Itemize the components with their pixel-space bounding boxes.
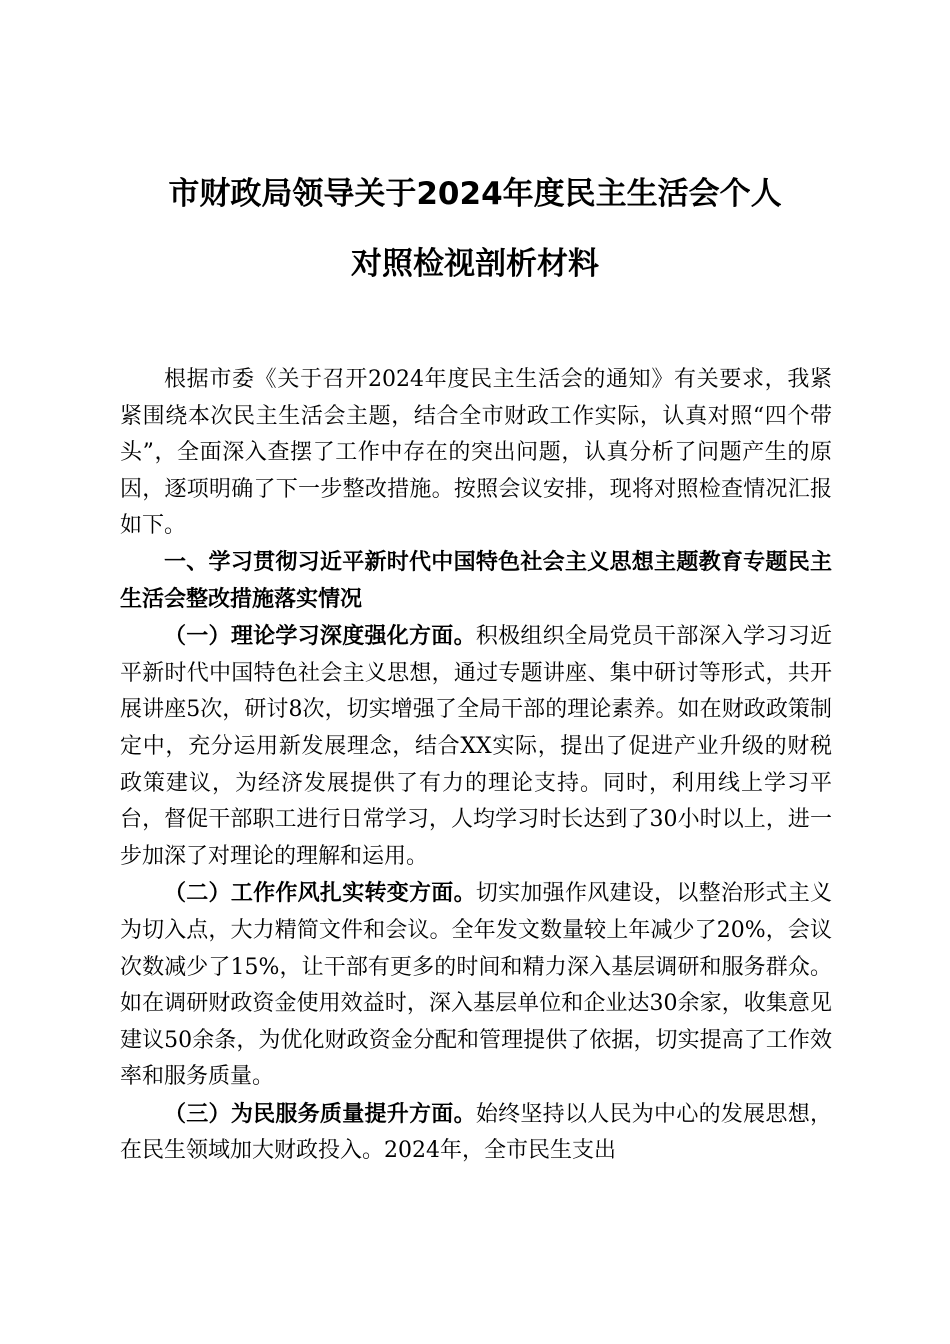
document-body	[120, 362, 832, 1170]
subsection-3-text: 始终坚持以人民为中心的发展思想，在民生领域加大财政投入。2024年，全市民生支出	[120, 1101, 832, 1164]
subsection-2-text: 切实加强作风建设，以整治形式主义为切入点，大力精简文件和会议。全年发文数量较上年减少了20%，会议次数减少了15%，让干部有更多的时间和精力深入基层调研和服务群众。如在调研财政资金使用效益时，深入基层单位和企业达30余家，收集意见建议50余条，为优化财政资金分配和管理提供了依据，切实提高了工作效率和服务质量。	[120, 881, 832, 1090]
document-title-line-2: 对照检视剖析材料	[351, 246, 599, 282]
subsection-3-paragraph	[120, 1096, 832, 1170]
subsection-3-heading: （三）为民服务质量提升方面。	[164, 1100, 476, 1127]
subsection-2-heading: （二）工作作风扎实转变方面。	[164, 880, 476, 907]
subsection-1-text: 积极组织全局党员干部深入学习习近平新时代中国特色社会主义思想，通过专题讲座、集中研讨等形式，共开展讲座5次，研讨8次，切实增强了全局干部的理论素养。如在财政政策制定中，充分运用新发展理念，结合XX实际，提出了促进产业升级的财税政策建议，为经济发展提供了有力的理论支持。同时，利用线上学习平台，督促干部职工进行日常学习，人均学习时长达到了30小时以上，进一步加深了对理论的理解和运用。	[120, 624, 832, 869]
section-1-heading: 一、学习贯彻习近平新时代中国特色社会主义思想主题教育专题民主生活会整改措施落实情况	[120, 549, 832, 612]
subsection-1-heading: （一）理论学习深度强化方面。	[164, 623, 476, 650]
subsection-1-paragraph	[120, 618, 832, 875]
intro-paragraph: 根据市委《关于召开2024年度民主生活会的通知》有关要求，我紧紧围绕本次民主生活会主题，结合全市财政工作实际，认真对照“四个带头”，全面深入查摆了工作中存在的突出问题，认真分析了问题产生的原因，逐项明确了下一步整改措施。按照会议安排，现将对照检查情况汇报如下。	[120, 367, 832, 539]
document-title-line-1: 市财政局领导关于2024年度民主生活会个人	[168, 176, 782, 212]
subsection-2-paragraph	[120, 875, 832, 1096]
